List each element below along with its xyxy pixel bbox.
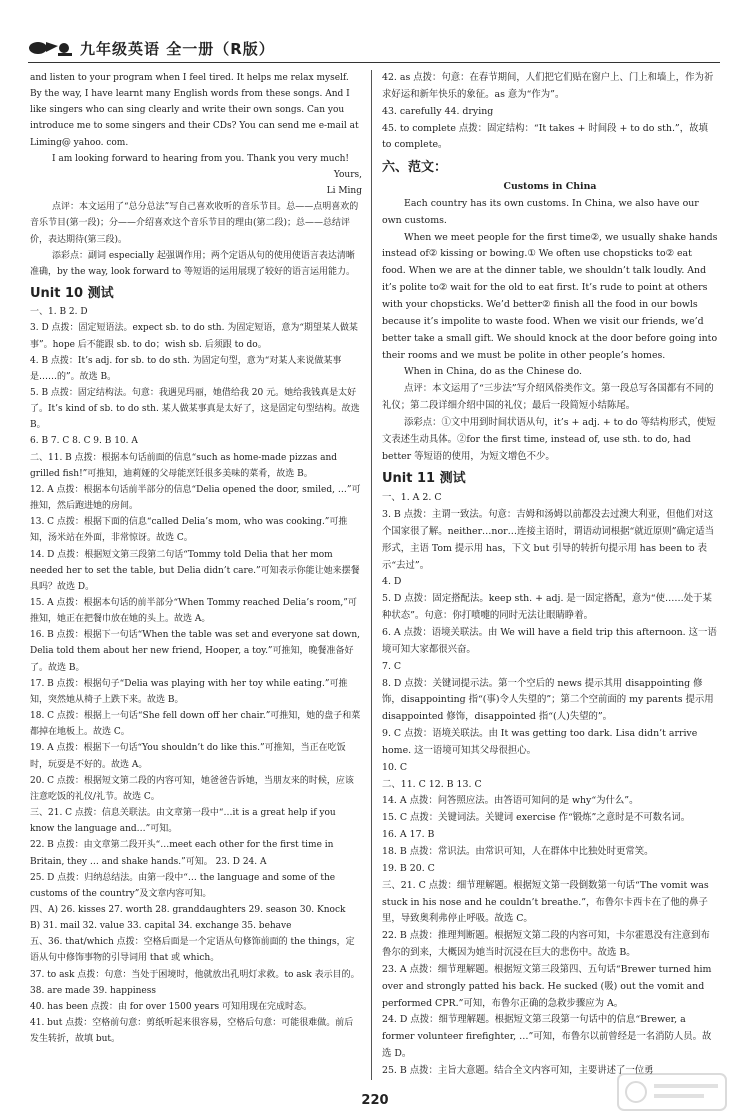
answer-item: 5. B 点拨：固定结构法。句意：我遇见玛丽，她借给我 20 元。她给我钱真是太好了。It’s kind of sb. to do sth. 某人做某事真是太好了，这是固定句型结构。故选 B。 <box>30 387 360 431</box>
commentary: 点评：本文运用了“总分总法”写自己喜欢收听的音乐节目。总——点明喜欢的音乐节目(第一段)；分——介绍喜欢这个音乐节目的理由(第二段)；总——总结评价，表达期待(第三段)。 <box>30 202 359 245</box>
answer-item: 45. to complete 点拨：固定结构：“It takes + 时间段 + to do sth.”，故填 to complete。 <box>382 122 708 151</box>
answer-item: 42. as 点拨：句意：在春节期间，人们把它们贴在窗户上、门上和墙上，作为祈求好运和新年快乐的象征。as 意为“作为”。 <box>382 72 714 100</box>
watermark-stamp-icon <box>616 1072 728 1112</box>
answer-item: 40. has been 点拨：由 for over 1500 years 可知用现在完成时态。 <box>30 1001 312 1012</box>
answer-item: 五、36. that/which 点拨：空格后面是一个定语从句修饰前面的 the things，定语从句中修饰事物的引导词用 that 或 which。 <box>30 937 355 964</box>
answer-item: 6. B 7. C 8. C 9. B 10. A <box>30 436 138 447</box>
answer-item: 16. B 点拨：根据下一句话“When the table was set and everyone sat down, Delia told them about her new friend, Hooper, a toy.”可推知，晚餐准备好了。故选 B。 <box>30 630 360 673</box>
answer-item: 18. C 点拨：根据上一句话“She fell down off her chair.”可推知，她的盘子和菜都掉在地板上。故选 C。 <box>30 711 361 738</box>
answer-item: 25. D 点拨：归纳总结法。由第一段中“… the language and some of the customs of the country”及文章内容可知。 <box>30 872 336 899</box>
answer-item: 6. A 点拨：语境关联法。由 We will have a field trip this afternoon. 这一语境可知大家都很兴奋。 <box>382 627 717 655</box>
answer-item: B) 31. mail 32. value 33. capital 34. exchange 35. behave <box>30 921 292 932</box>
answer-item: 25. B 点拨：主旨大意题。结合全文内容可知，主要讲述了一位勇 <box>382 1064 654 1076</box>
letter-paragraph: and listen to your program when I feel tired. It helps me relax myself. By the way, I have learnt many English words from these songs. And I like singers who can sing clearly and write their own songs. Can you introduce me to some singers and their CDs? You can send me e-mail at Liming@ yahoo. com. <box>30 73 359 148</box>
answer-item: 15. C 点拨：关键词法。关键词 exercise 作“锻炼”之意时是不可数名词。 <box>382 812 691 824</box>
answer-item: 22. B 点拨：推理判断题。根据短文第二段的内容可知，卡尔霍恩没有注意到布鲁尔的到来，大概因为她当时沉浸在巨大的悲伤中。故选 B。 <box>382 930 710 959</box>
book-title: 九年级英语 全一册（R版） <box>80 40 275 58</box>
letter-signoff: Yours, <box>333 169 362 180</box>
answer-item: 43. carefully 44. drying <box>382 105 494 117</box>
answer-item: 三、21. C 点拨：细节理解题。根据短文第一段倒数第一句话“The vomit was stuck in his nose and he couldn’t breathe.”，布鲁尔卡西卡在了他的鼻子里，导致奥利弗停止呼吸。故选 C。 <box>382 879 709 925</box>
answer-item: 19. B 20. C <box>382 862 435 874</box>
answer-item: 23. A 点拨：细节理解题。根据短文第三段第四、五句话“Brewer turned him over and strongly patted his back. He sucked (吸) out the vomit and performed CPR.”可知，布鲁尔正确的急救步骤应为 A。 <box>382 963 712 1009</box>
answer-item: 14. D 点拨：根据短文第三段第二句话“Tommy told Delia that her mom needed her to set the table, but Delia didn’t care.”可知表示你能让她来摆餐具吗？故选 D。 <box>30 549 360 592</box>
answer-item: 41. but 点拨：空格前句意：剪纸听起来很容易，空格后句意：可能很难做。前后发生转折，故填 but。 <box>30 1018 354 1045</box>
answer-item: 20. C 点拨：根据短文第二段的内容可知，她爸爸告诉她，当朋友来的时候，应该注意吃饭的礼仪/礼节。故选 C。 <box>30 775 354 802</box>
essay-title: Customs in China <box>503 181 597 193</box>
answer-item: 3. B 点拨：主谓一致法。句意：吉姆和汤姆以前都没去过澳大利亚，但他们对这个国家很了解。neither…nor…连接主语时，谓语动词根据“就近原则”确定适当形式，主语 Tom 提示用 has，下文 but 引导的转折句提示用 has been to 表示“去过”。 <box>382 509 715 571</box>
answer-item: 9. C 点拨：语境关联法。由 It was getting too dark. Lisa didn’t arrive home. 这一语境可知其父母很担心。 <box>382 728 698 756</box>
answer-item: 7. C <box>382 660 402 672</box>
answer-item: 四、A) 26. kisses 27. worth 28. granddaughters 29. season 30. Knock <box>30 904 346 915</box>
answer-item: 19. A 点拨：根据下一句话“You shouldn’t do like this.”可推知，当正在吃饭时，玩耍是不好的。故选 A。 <box>30 743 346 770</box>
answer-item: 三、21. C 点拨：信息关联法。由文章第一段中“…it is a great help if you know the language and…”可知。 <box>30 808 336 835</box>
answer-item: 一、1. A 2. C <box>382 492 442 504</box>
answer-item: 12. A 点拨：根据本句话前半部分的信息“Delia opened the door, smiled, …”可推知，然后跑进她的房间。 <box>30 484 361 512</box>
page-header <box>0 0 750 60</box>
section-heading: Unit 10 测试 <box>30 286 114 302</box>
answer-item: 18. B 点拨：常识法。由常识可知，人在群体中比独处时更常笑。 <box>382 845 654 857</box>
answer-item: 38. are made 39. happiness <box>30 985 156 996</box>
answer-item: 4. B 点拨：It’s adj. for sb. to do sth. 为固定句型，意为“对某人来说做某事是……的”。故选 B。 <box>30 355 342 382</box>
essay-paragraph: When we meet people for the first time②, we usually shake hands instead of② kissing or bowing.① We often use chopsticks to② eat food. When we are at the dinner table, we shouldn’t talk loudly. And it’s polite to② wait for the old to eat first. It’s rude to point at others with your chopsticks. We’d better② finish all the food in our bowls because it’s impolite to waste food. When we visit our friends, we’d better take a small gift. We should knock at the door before going into their rooms and we must be polite in other people’s homes. <box>382 231 718 361</box>
answer-item: 24. D 点拨：细节理解题。根据短文第三段第一句话中的信息“Brewer, a former volunteer firefighter, …”可知，布鲁尔以前曾经是一名消防人员。故选 D。 <box>382 1014 712 1060</box>
answer-item: 二、11. C 12. B 13. C <box>382 778 482 790</box>
left-column <box>30 70 362 1047</box>
answer-item: 3. D 点拨：固定短语法。expect sb. to do sth. 为固定短语，意为“期望某人做某事”。hope 后不能跟 sb. to do；wish sb. 后须跟 to do。 <box>30 323 358 350</box>
answer-item: 14. A 点拨：问答照应法。由答语可知问的是 why“为什么”。 <box>382 795 639 807</box>
highlight-note: 添彩点：①文中用到时间状语从句，it’s + adj. + to do 等结构形式，使短文表述生动具体。②for the first time, instead of, use sth. to do, had better 等短语的使用，为短文增色不少。 <box>382 416 716 462</box>
answer-item: 16. A 17. B <box>382 829 435 841</box>
answer-item: 一、1. B 2. D <box>30 307 88 318</box>
highlight-note: 添彩点：副词 especially 起强调作用；两个定语从句的使用使语言表达清晰准确，by the way, look forward to 等短语的运用展现了较好的语言运用能力。 <box>30 250 355 277</box>
answer-item: 15. A 点拨：根据本句话的前半部分“When Tommy reached Delia’s room,”可推知，她正在把餐巾放在她的头上。故选 A。 <box>30 598 357 625</box>
answer-item: 10. C <box>382 761 408 773</box>
answer-item: 4. D <box>382 576 402 588</box>
answer-item: 13. C 点拨：根据下面的信息“called Delia’s mom, who was cooking.”可推知，汤米站在外面，非常惊讶。故选 C。 <box>30 517 348 544</box>
right-column <box>382 70 718 1080</box>
book-logo-icon <box>28 38 74 58</box>
column-divider <box>371 70 372 1080</box>
commentary: 点评：本文运用了“三步法”写介绍风俗类作文。第一段总写各国都有不同的礼仪；第二段详细介绍中国的礼仪；最后一段简短小结陈尾。 <box>382 383 714 412</box>
answer-item: 17. B 点拨：根据句子“Delia was playing with her toy while eating.”可推知，突然她从椅子上跌下来。故选 B。 <box>30 678 348 705</box>
section-heading: Unit 11 测试 <box>382 471 466 487</box>
essay-paragraph: Each country has its own customs. In China, we also have our own customs. <box>382 197 699 226</box>
answer-item: 22. B 点拨：由文章第二段开头“…meet each other for the first time in Britain, they … and shake hands.”可知。 23. D 24. A <box>30 840 334 867</box>
section-heading: 六、范文： <box>382 160 448 176</box>
page-number: 220 <box>361 1093 389 1108</box>
answer-item: 二、11. B 点拨：根据本句话前面的信息“such as home-made pizzas and grilled fish!”可推知，迪莉娅的父母能烹饪很多美味的菜肴，故选 B。 <box>30 452 338 479</box>
answer-item: 37. to ask 点拨：句意：当处于困境时，他就放出孔明灯求救。to ask 表示目的。 <box>30 969 360 980</box>
letter-closing: I am looking forward to hearing from you. Thank you very much! <box>52 153 350 164</box>
letter-signature: Li Ming <box>326 186 362 197</box>
essay-paragraph: When in China, do as the Chinese do. <box>404 366 582 378</box>
answer-item: 5. D 点拨：固定搭配法。keep sth. + adj. 是一固定搭配，意为“使……处于某种状态”。句意：你打喷嚏的同时无法让眼睛睁着。 <box>382 593 712 622</box>
answer-item: 8. D 点拨：关键词提示法。第一个空后的 news 提示其用 disappointing 修饰，disappointing 指“(事)令人失望的”；第二个空前面的 my parents 提示用 disappointed 修饰，disappointed 指“(人)失望的”。 <box>382 677 714 723</box>
header-rule <box>28 62 720 63</box>
